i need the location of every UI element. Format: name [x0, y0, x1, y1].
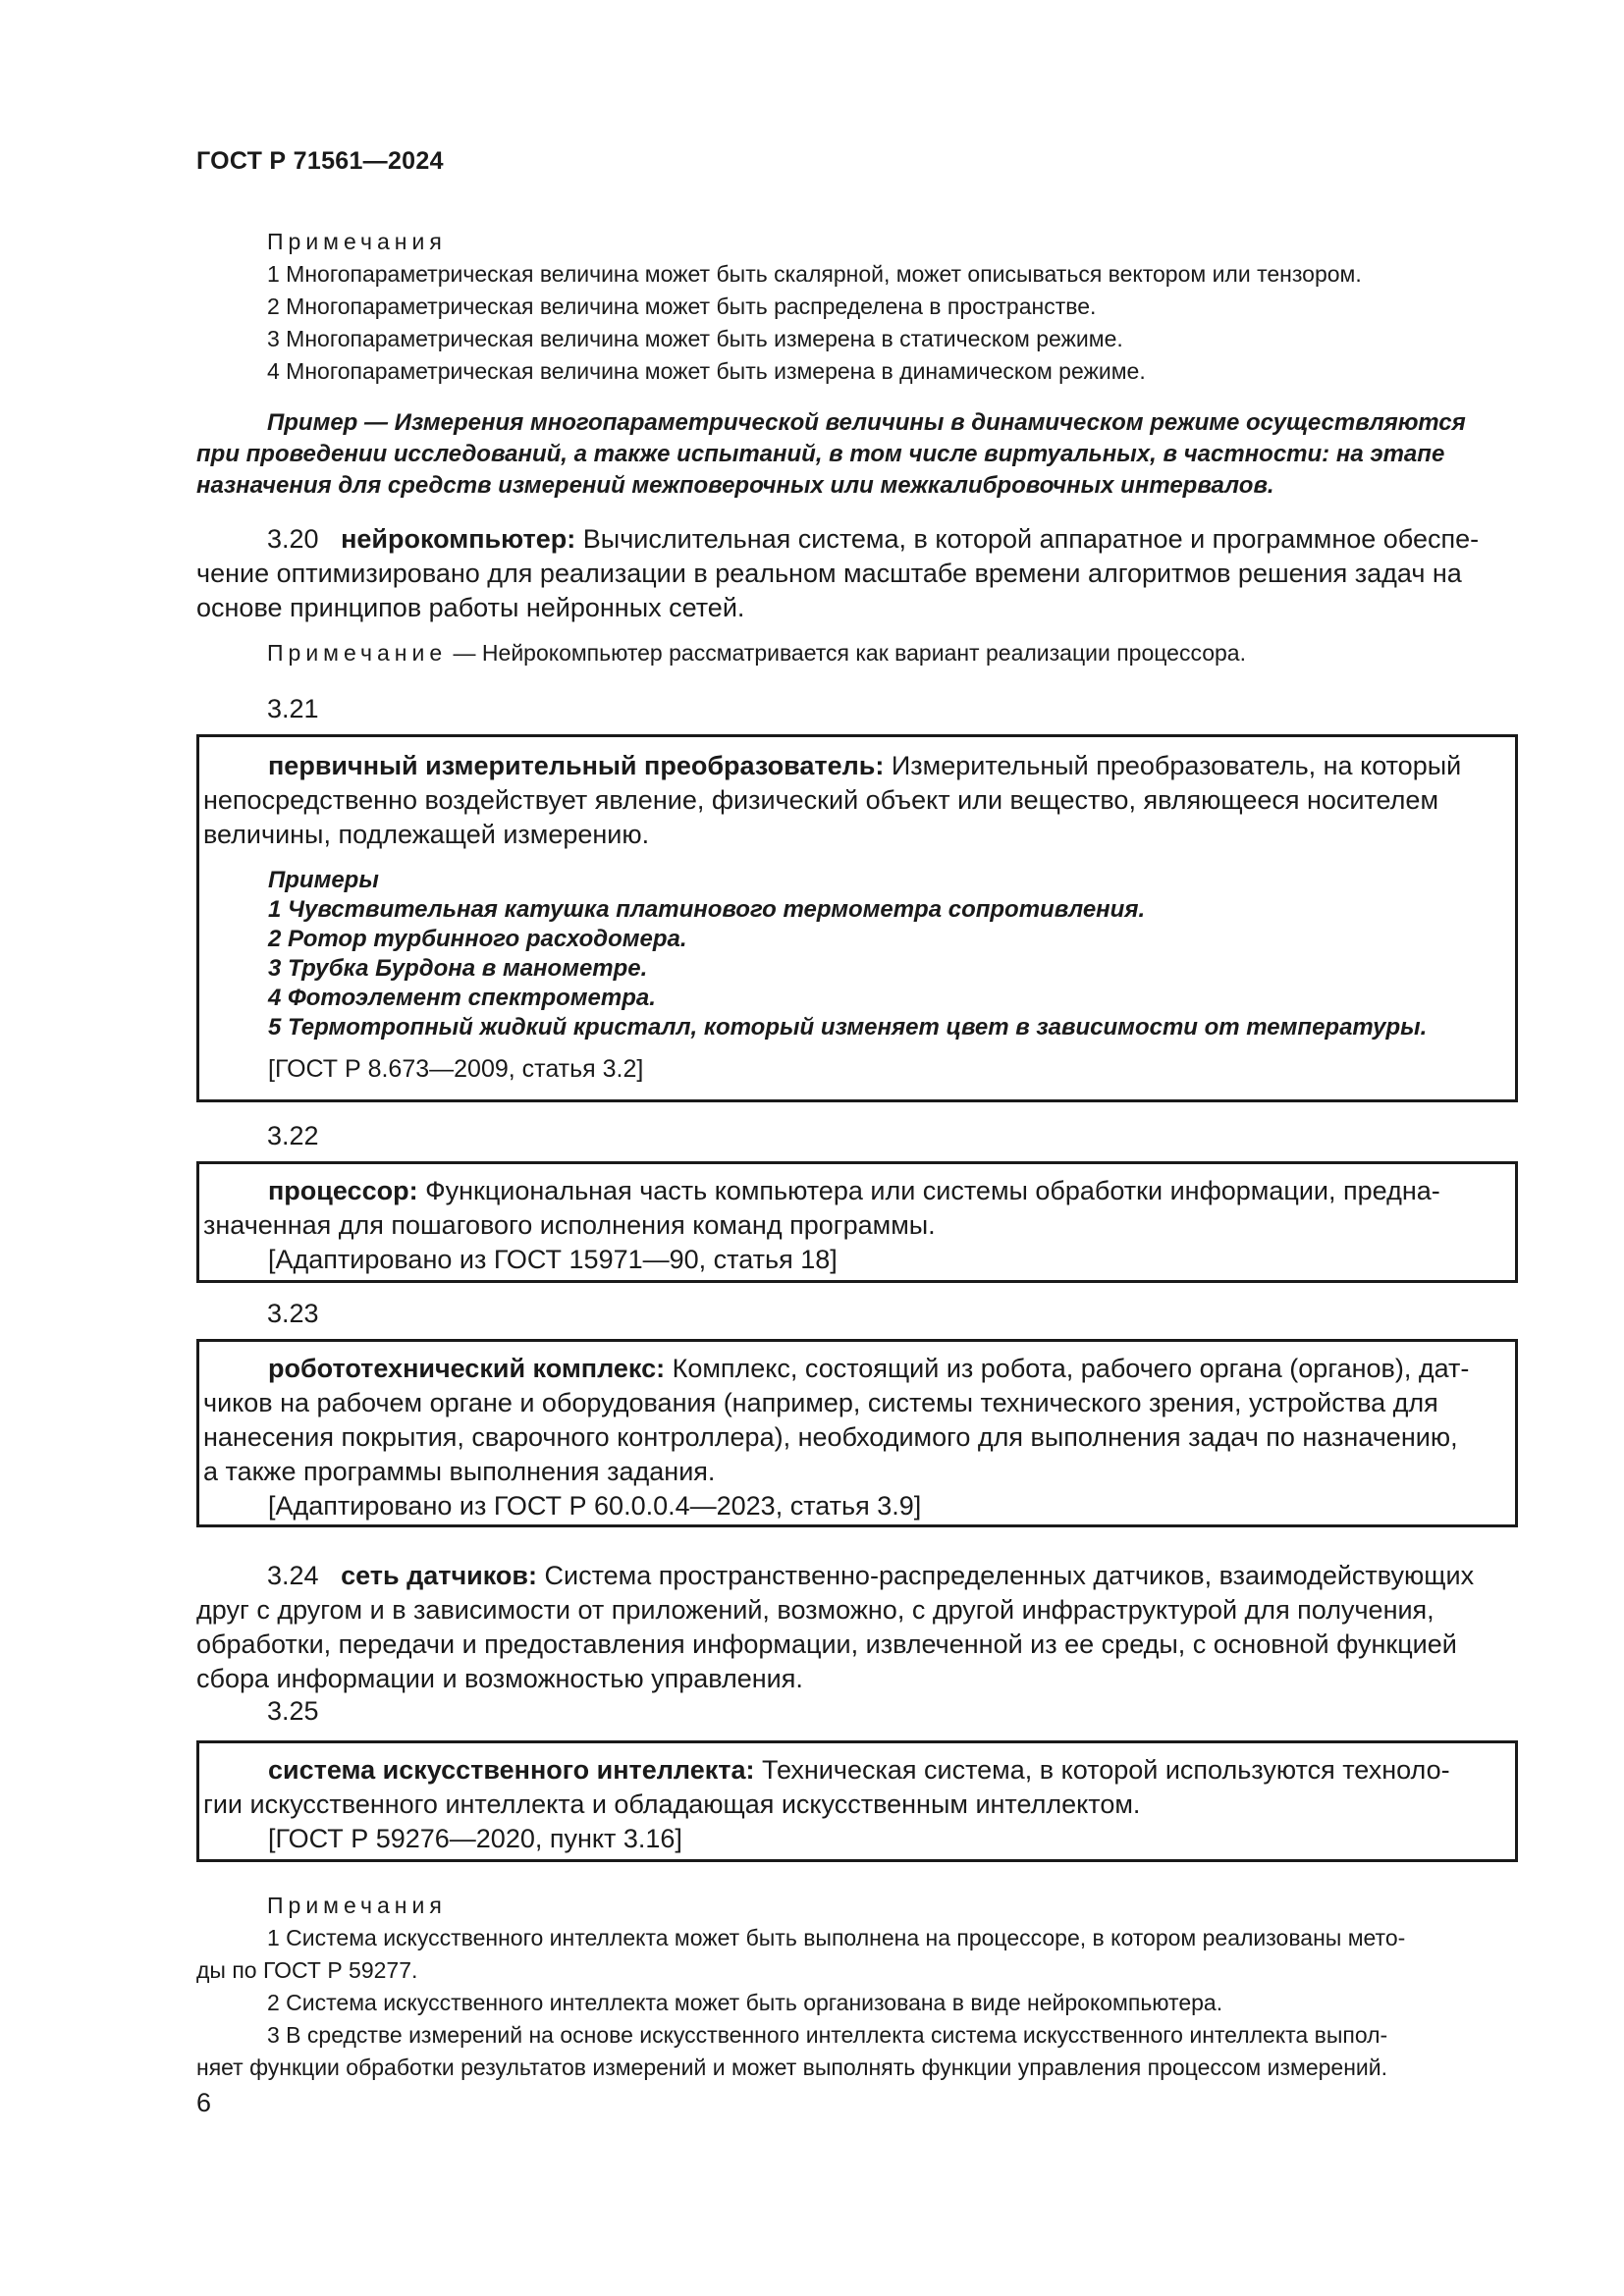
term-3-25-line1 [199, 1753, 1515, 1788]
example-item: 2 Ротор турбинного расходомера. [268, 926, 687, 952]
source-reference: [Адаптировано из ГОСТ 15971—90, статья 18] [268, 1245, 838, 1274]
page-number: 6 [196, 2088, 212, 2117]
example-block [196, 407, 1522, 502]
note-item: 3 Многопараметрическая величина может быть измерена в статическом режиме. [267, 326, 1123, 351]
note-item: 2 Система искусственного интеллекта может быть организована в виде нейрокомпьютера. [267, 1990, 1223, 2015]
example-item: 1 Чувствительная катушка платинового термометра сопротивления. [268, 896, 1146, 923]
example-item: 5 Термотропный жидкий кристалл, который изменяет цвет в зависимости от температуры. [268, 1014, 1428, 1041]
definition-line: гии искусственного интеллекта и обладающая искусственным интеллектом. [203, 1789, 1141, 1819]
note-item: 2 Многопараметрическая величина может быть распределена в пространстве. [267, 294, 1097, 319]
example-line: назначения для средств измерений межповерочных или межкалибровочных интервалов. [196, 472, 1274, 499]
definition-text: Измерительный преобразователь, на который [891, 751, 1462, 780]
note-text: — Нейрокомпьютер рассматривается как вариант реализации процессора. [453, 640, 1246, 666]
notes-block-bottom [196, 1890, 1522, 2084]
source-reference: [ГОСТ Р 59276—2020, пункт 3.16] [268, 1824, 682, 1853]
definition-text: Функциональная часть компьютера или системы обработки информации, предна- [425, 1176, 1440, 1205]
term-3-23-line1 [199, 1352, 1515, 1386]
definition-text: Комплекс, состоящий из робота, рабочего органа (органов), дат- [672, 1354, 1470, 1383]
definition-line: чение оптимизировано для реализации в реальном масштабе времени алгоритмов решения задач на [196, 559, 1462, 588]
source-reference: [ГОСТ Р 8.673—2009, статья 3.2] [268, 1055, 644, 1083]
term-box-3-21 [196, 734, 1518, 1102]
examples-heading: Примеры [268, 867, 379, 893]
source-reference: [Адаптировано из ГОСТ Р 60.0.0.4—2023, статья 3.9] [268, 1491, 922, 1521]
note-item-continuation: няет функции обработки результатов измерений и может выполнять функции управления процессом измерений. [196, 2055, 1387, 2080]
example-line: при проведении исследований, а также испытаний, в том числе виртуальных, в частности: на этапе [196, 441, 1445, 467]
clause-number-3-25: 3.25 [267, 1696, 319, 1726]
definition-line: величины, подлежащей измерению. [203, 820, 650, 849]
definition-line: обработки, передачи и предоставления информации, извлеченной из ее среды, с основной функцией [196, 1629, 1457, 1659]
definition-line: непосредственно воздействует явление, физический объект или вещество, являющееся носителем [203, 785, 1439, 815]
term-name: нейрокомпьютер: [341, 524, 576, 554]
term-name: процессор: [268, 1176, 418, 1205]
clause-number-3-22: 3.22 [267, 1121, 319, 1150]
notes-block-top [196, 226, 1522, 388]
note-item: 3 В средстве измерений на основе искусственного интеллекта система искусственного интеллекта выпол- [267, 2022, 1388, 2048]
term-name: система искусственного интеллекта: [268, 1755, 755, 1785]
definition-line: друг с другом и в зависимости от приложений, возможно, с другой инфраструктурой для получения, [196, 1595, 1435, 1625]
definition-line: сбора информации и возможностью управления. [196, 1664, 803, 1693]
term-name: робототехнический комплекс: [268, 1354, 666, 1383]
note-item: 1 Многопараметрическая величина может быть скалярной, может описываться вектором или тензором. [267, 261, 1362, 287]
definition-line: а также программы выполнения задания. [203, 1457, 716, 1486]
term-3-22-line1 [199, 1174, 1515, 1208]
definition-line: нанесения покрытия, сварочного контроллера), необходимого для выполнения задач по назначению, [203, 1422, 1458, 1452]
notes-heading: Примечания [267, 1893, 447, 1918]
example-item: 4 Фотоэлемент спектрометра. [268, 985, 656, 1011]
term-3-20 [196, 522, 1522, 625]
clause-number-3-21: 3.21 [267, 694, 319, 723]
note-label: Примечание [267, 640, 448, 666]
term-3-24 [196, 1559, 1522, 1696]
term-3-24-line1 [196, 1559, 1522, 1593]
definition-text: Вычислительная система, в которой аппаратное и программное обеспе- [582, 524, 1480, 554]
examples-list [199, 866, 1515, 1042]
definition-text: Система пространственно-распределенных датчиков, взаимодействующих [544, 1561, 1475, 1590]
clause-number-3-23: 3.23 [267, 1299, 319, 1328]
note-3-20 [267, 640, 1246, 667]
note-item: 1 Система искусственного интеллекта может быть выполнена на процессоре, в котором реализованы мето- [267, 1925, 1406, 1950]
note-item-continuation: ды по ГОСТ Р 59277. [196, 1957, 418, 1983]
term-box-3-22 [196, 1161, 1518, 1283]
clause-number: 3.24 [267, 1561, 319, 1590]
definition-text: Техническая система, в которой используются техноло- [762, 1755, 1450, 1785]
term-3-21-line1 [199, 749, 1515, 783]
term-name: первичный измерительный преобразователь: [268, 751, 885, 780]
document-code-header: ГОСТ Р 71561—2024 [196, 147, 444, 175]
term-box-3-25 [196, 1740, 1518, 1862]
term-box-3-23 [196, 1339, 1518, 1527]
example-item: 3 Трубка Бурдона в манометре. [268, 955, 648, 982]
example-line: Пример — Измерения многопараметрической величины в динамическом режиме осуществляются [267, 409, 1466, 436]
term-3-20-line1 [196, 522, 1522, 557]
definition-line: значенная для пошагового исполнения команд программы. [203, 1210, 936, 1240]
notes-heading: Примечания [267, 229, 447, 254]
clause-number: 3.20 [267, 524, 319, 554]
term-name: сеть датчиков: [341, 1561, 537, 1590]
definition-line: основе принципов работы нейронных сетей. [196, 593, 745, 622]
note-item: 4 Многопараметрическая величина может быть измерена в динамическом режиме. [267, 358, 1146, 384]
definition-line: чиков на рабочем органе и оборудования (например, системы технического зрения, устройства для [203, 1388, 1438, 1417]
